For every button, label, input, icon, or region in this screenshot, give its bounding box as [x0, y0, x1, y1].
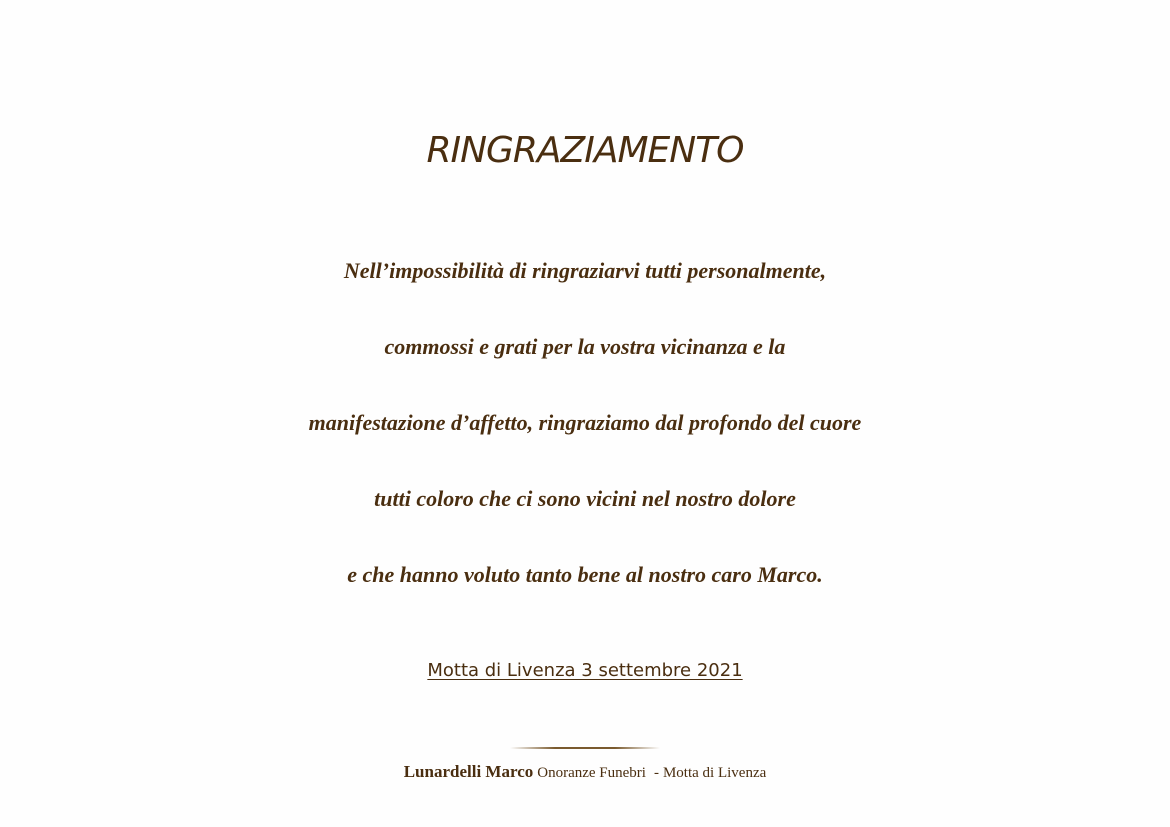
notice-date	[0, 660, 1170, 681]
footer-service: Onoranze Funebri	[537, 765, 646, 781]
body-line: e che hanno voluto tanto bene al nostro caro Marco.	[347, 562, 823, 587]
footer	[0, 762, 1170, 782]
footer-location: Motta di Livenza	[662, 765, 767, 781]
body-line: commossi e grati per la vostra vicinanza e la	[384, 334, 786, 359]
notice-body	[0, 254, 1170, 634]
footer-separator: -	[653, 765, 659, 781]
date-text: Motta di Livenza 3 settembre 2021	[427, 660, 743, 681]
footer-divider	[510, 747, 660, 749]
body-line: Nell’impossibilità di ringraziarvi tutti personalmente,	[343, 258, 827, 283]
footer-name: Lunardelli Marco	[403, 762, 534, 781]
notice-title: RINGRAZIAMENTO	[426, 130, 744, 171]
body-line: tutti coloro che ci sono vicini nel nostro dolore	[374, 486, 796, 511]
body-line: manifestazione d’affetto, ringraziamo dal profondo del cuore	[308, 410, 862, 435]
